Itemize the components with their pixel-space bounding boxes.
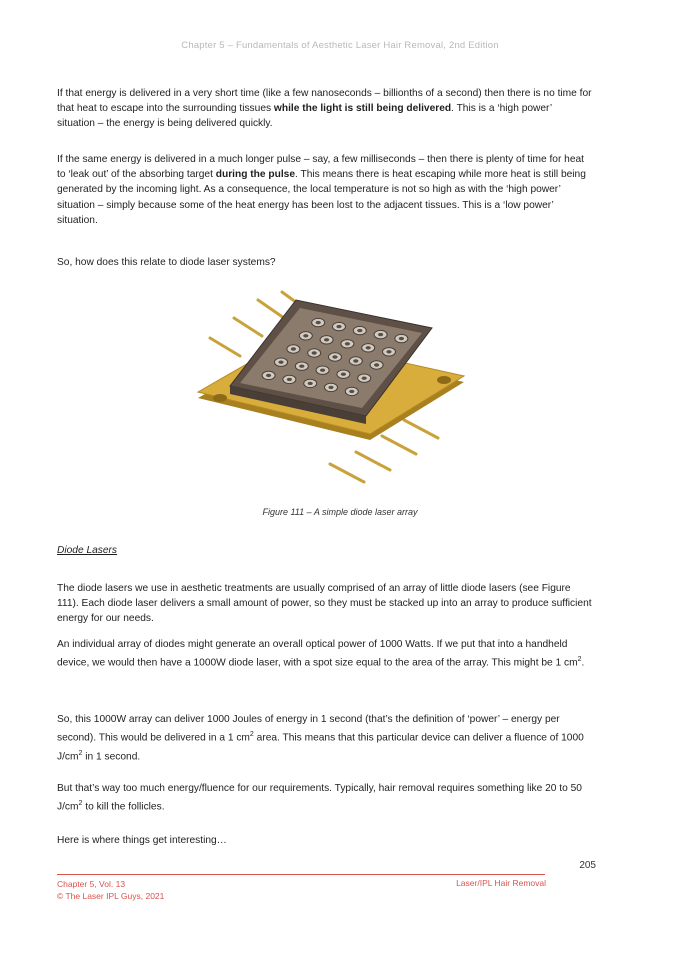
laser-emitter-aperture [399, 337, 404, 340]
paragraph-fluence-requirement [57, 781, 592, 815]
laser-emitter-aperture [312, 351, 317, 354]
mounting-hole [437, 376, 451, 384]
paragraph-text: area. This means that this particular device can deliver a fluence of 1000 J/cm [57, 732, 584, 763]
paragraph-teaser: Here is where things get interesting… [57, 835, 227, 846]
laser-emitter-aperture [332, 355, 337, 358]
paragraph-text: in 1 second. [82, 751, 141, 763]
laser-emitter-aperture [299, 365, 304, 368]
paragraph-text: . [581, 657, 585, 669]
superscript: 2 [78, 800, 83, 808]
laser-emitter-aperture [303, 334, 308, 337]
superscript: 2 [249, 731, 254, 739]
footer-left [57, 878, 164, 902]
laser-emitter-aperture [320, 369, 325, 372]
laser-emitter-aperture [386, 350, 391, 353]
laser-emitter-aperture [336, 325, 341, 328]
laser-emitter-aperture [266, 374, 271, 377]
paragraph-text: . This means there is heat escaping while more heat is still being generated by the incoming light. As a consequence, the local temperature is not so high as with the ‘high power’ situation – simply because some of the heat energy has been lost to the adjacent tissues. This is a ‘low power’ situation. [57, 169, 586, 226]
laser-emitter-aperture [287, 378, 292, 381]
laser-emitter-aperture [374, 363, 379, 366]
paragraph-text: But that’s way too much energy/fluence for our requirements. Typically, hair removal requires something like 20 to 50 J/cm [57, 783, 582, 813]
page-number: 205 [579, 860, 596, 871]
laser-emitter-aperture [308, 382, 313, 385]
paragraph-array-energy [57, 712, 592, 764]
paragraph-high-power [57, 86, 592, 132]
section-subheading: Diode Lasers [57, 545, 118, 556]
diode-laser-array-figure [196, 288, 476, 488]
footer-divider [57, 874, 545, 875]
superscript: 2 [78, 749, 83, 757]
footer-chapter: Chapter 5, Vol. 13 [57, 879, 126, 889]
paragraph-text: . This is a ‘high power’ situation – the energy is being delivered quickly. [57, 103, 552, 130]
superscript: 2 [577, 656, 582, 664]
paragraph-question: So, how does this relate to diode laser systems? [57, 257, 276, 268]
paragraph-text: If the same energy is delivered in a much longer pulse – say, a few milliseconds – then there is plenty of time for heat to ‘leak out’ of the absorbing target [57, 154, 585, 181]
laser-emitter-aperture [353, 359, 358, 362]
laser-emitter-aperture [291, 347, 296, 350]
mounting-hole [213, 394, 227, 402]
laser-emitter-aperture [328, 386, 333, 389]
figure-caption: Figure 111 – A simple diode laser array [262, 507, 418, 517]
paragraph-array-power [57, 637, 592, 671]
paragraph-low-power [57, 152, 592, 228]
laser-emitter-aperture [345, 342, 350, 345]
laser-emitter-aperture [366, 346, 371, 349]
laser-emitter-aperture [378, 333, 383, 336]
laser-emitter-aperture [341, 373, 346, 376]
laser-emitter-aperture [349, 390, 354, 393]
laser-emitter-aperture [357, 329, 362, 332]
running-header: Chapter 5 – Fundamentals of Aesthetic Laser Hair Removal, 2nd Edition [181, 40, 499, 51]
paragraph-diode-arrays: The diode lasers we use in aesthetic treatments are usually comprised of an array of little diode lasers (see Figure 111). Each diode laser delivers a small amount of power, so they must be stacked up into an array to produce sufficient energy for our needs. [57, 583, 592, 625]
laser-emitter-aperture [324, 338, 329, 341]
footer-copyright: © The Laser IPL Guys, 2021 [57, 891, 165, 901]
paragraph-bold-text: during the pulse [215, 169, 296, 181]
paragraph-text: If that energy is delivered in a very short time (like a few nanoseconds – billionths of a second) then there is no time for that heat to escape into the surrounding tissues [57, 88, 592, 115]
laser-emitter-aperture [362, 377, 367, 380]
laser-emitter-aperture [316, 321, 321, 324]
laser-emitter-aperture [278, 361, 283, 364]
paragraph-text: to kill the follicles. [82, 801, 165, 813]
footer-topic: Laser/IPL Hair Removal [456, 878, 546, 888]
paragraph-text: An individual array of diodes might generate an overall optical power of 1000 Watts. If we put that into a handheld device, we would then have a 1000W diode laser, with a spot size equal to the area of the array. This might be 1 cm [57, 639, 578, 669]
paragraph-text: So, this 1000W array can deliver 1000 Joules of energy in 1 second (that’s the definition of ‘power’ – energy per second). This would be delivered in a 1 cm [57, 714, 560, 744]
paragraph-bold-text: while the light is still being delivered [273, 103, 452, 115]
diode-array-illustration [196, 288, 476, 488]
